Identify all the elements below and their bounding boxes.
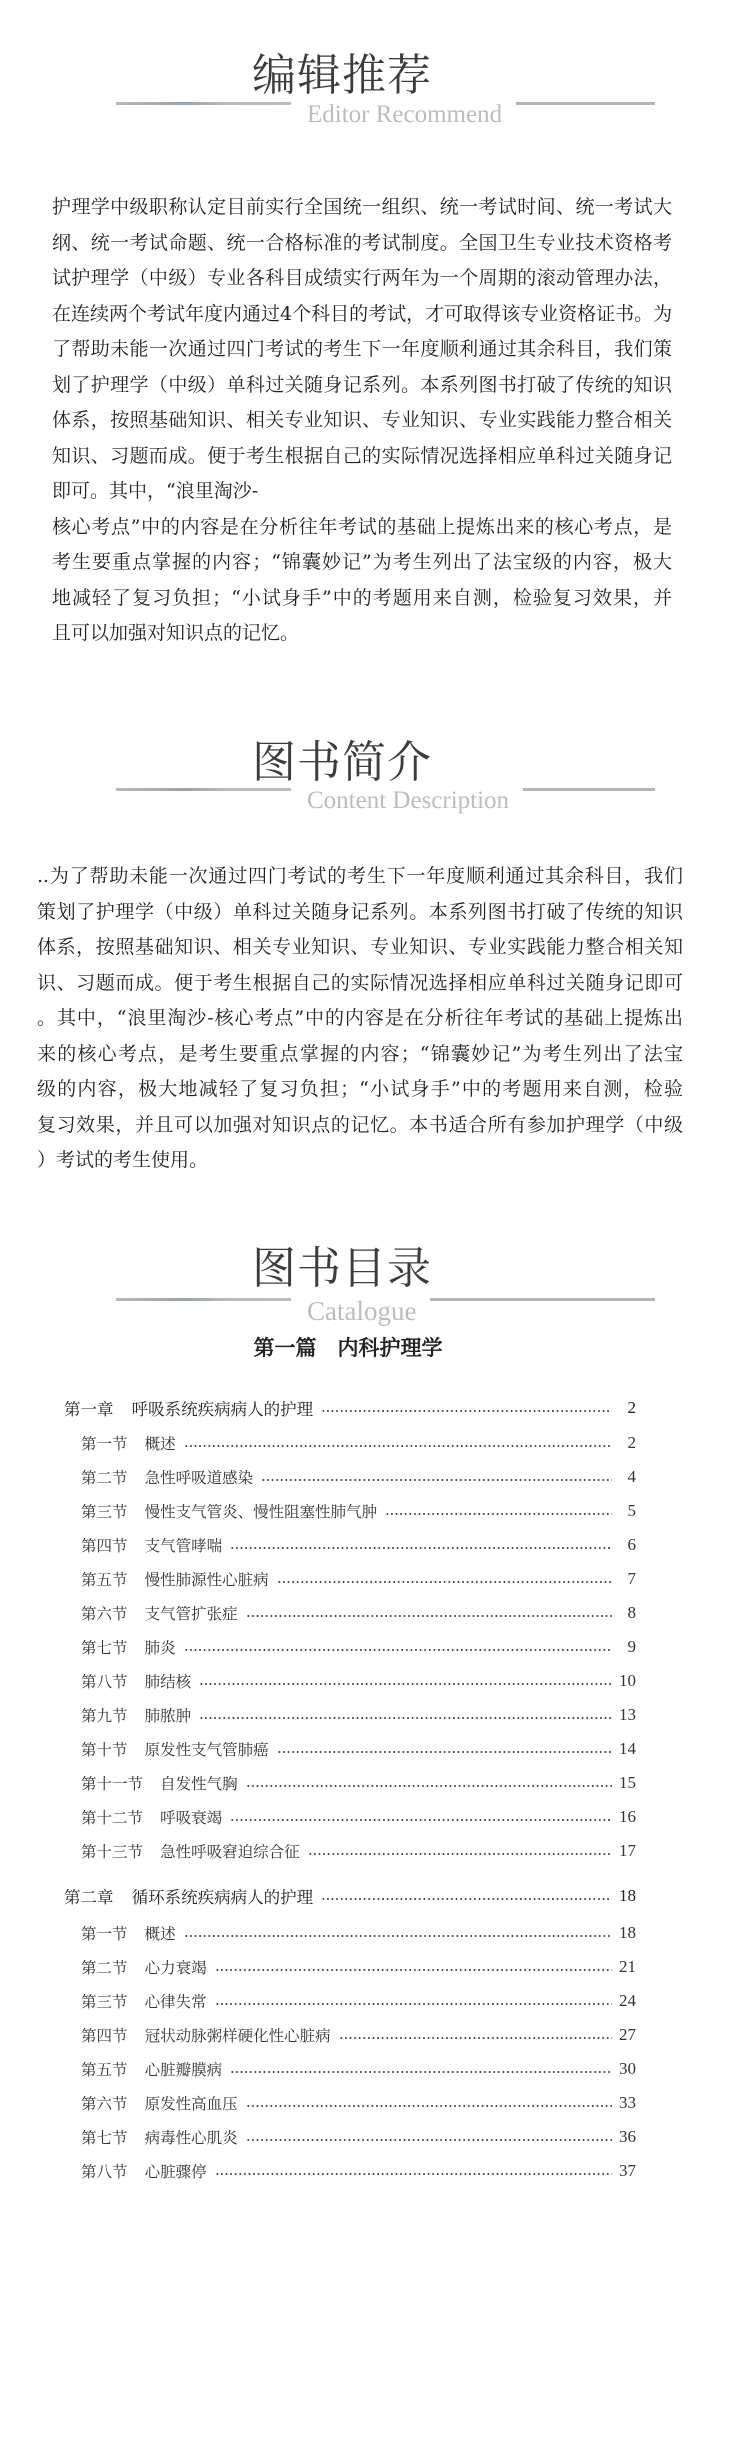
toc-section: [0, 2052, 731, 2086]
page-number: 27: [619, 2025, 636, 2044]
divider-line: [116, 102, 291, 105]
page-number: 16: [619, 1807, 636, 1826]
paragraph-line: 复习效果，并且可以加强对知识点的记忆。本书适合所有参加护理学（中级: [37, 1113, 683, 1136]
section-label: 第三节: [81, 1993, 128, 2011]
section-label: 第二节: [81, 1469, 128, 1487]
section-label: 第六节: [81, 2095, 128, 2113]
page-number: 30: [619, 2059, 636, 2078]
dot-leader: [308, 1852, 612, 1856]
toc-section: [0, 2018, 731, 2052]
page-number: 5: [627, 1501, 636, 1520]
section-title: 心脏瓣膜病: [144, 2061, 223, 2079]
paragraph-line: 核心考点”中的内容是在分析往年考试的基础上提炼出来的核心考点，是: [52, 515, 672, 538]
content-description-text: [37, 859, 683, 1179]
page-number: 2: [627, 1433, 636, 1452]
catalogue-title: 图书目录: [252, 1243, 432, 1294]
paragraph-line: 即可。其中，“浪里淘沙-: [52, 480, 259, 502]
section-label: 第一节: [81, 1925, 128, 1943]
dot-leader: [321, 1897, 612, 1901]
page-number: 33: [619, 2093, 636, 2112]
part-title: 第一篇 内科护理学: [253, 1336, 443, 1360]
editor-recommend-title: 编辑推荐: [252, 50, 432, 101]
editor-recommend-subtitle: Editor Recommend: [307, 101, 503, 128]
page-number: 13: [619, 1705, 636, 1724]
dot-leader: [246, 2138, 612, 2142]
divider-line: [523, 788, 655, 791]
paragraph-line: 。其中，“浪里淘沙-核心考点”中的内容是在分析往年考试的基础上提炼出: [37, 1007, 683, 1029]
dot-leader: [184, 1648, 612, 1652]
section-title: 肺结核: [144, 1673, 192, 1691]
page-number: 37: [619, 2161, 636, 2180]
toc-section: [0, 1426, 731, 1460]
toc-section: [0, 1800, 731, 1834]
divider-line: [430, 1298, 655, 1301]
section-title: 肺炎: [144, 1639, 176, 1657]
section-title: 急性呼吸道感染: [144, 1469, 254, 1487]
paragraph-line: 地减轻了复习负担；“小试身手”中的考题用来自测，检验复习效果，并: [52, 586, 672, 609]
toc-section: [0, 1460, 731, 1494]
paragraph-line: 策划了护理学（中级）单科过关随身记系列。本系列图书打破了传统的知识: [37, 900, 683, 923]
page-number: 4: [627, 1467, 636, 1486]
dot-leader: [339, 2036, 612, 2040]
catalogue-rule: [116, 1298, 655, 1332]
page-number: 7: [627, 1569, 636, 1588]
section-title: 原发性支气管肺癌: [144, 1741, 269, 1759]
section-label: 第五节: [81, 2061, 128, 2079]
toc-section: [0, 2120, 731, 2154]
page-number: 8: [627, 1603, 636, 1622]
page-number: 15: [619, 1773, 636, 1792]
dot-leader: [184, 1444, 612, 1448]
dot-leader: [215, 2172, 612, 2176]
section-title: 心律失常: [144, 1993, 207, 2011]
section-label: 第八节: [81, 1673, 128, 1691]
section-label: 第四节: [81, 1537, 128, 1555]
divider-line: [116, 788, 291, 791]
section-label: 第七节: [81, 1639, 128, 1657]
toc-chapter: [0, 1876, 731, 1916]
paragraph-line: 了帮助未能一次通过四门考试的考生下一年度顺利通过其余科目，我们策: [52, 338, 672, 360]
divider-line: [516, 102, 655, 105]
section-title: 冠状动脉粥样硬化性心脏病: [144, 2027, 331, 2045]
section-label: 第一节: [81, 1435, 128, 1453]
dot-leader: [230, 1818, 612, 1822]
catalogue-subtitle: Catalogue: [307, 1296, 417, 1326]
paragraph-line: 护理学中级职称认定目前实行全国统一组织、统一考试时间、统一考试大: [52, 196, 672, 218]
dot-leader: [215, 2002, 612, 2006]
paragraph-line: 来的核心考点，是考生要重点掌握的内容；“锦囊妙记”为考生列出了法宝: [37, 1042, 683, 1065]
page-number: 36: [619, 2127, 636, 2146]
table-of-contents: [0, 1390, 731, 2188]
toc-chapter: [0, 1390, 731, 1426]
section-label: 第三节: [81, 1503, 128, 1521]
page-number: 17: [619, 1841, 636, 1860]
section-title: 肺脓肿: [144, 1707, 192, 1725]
section-title: 慢性支气管炎、慢性阻塞性肺气肿: [144, 1503, 378, 1521]
paragraph-line: 且可以加强对知识点的记忆。: [52, 622, 300, 644]
section-title: 支气管哮喘: [144, 1537, 223, 1555]
paragraph-line: 划了护理学（中级）单科过关随身记系列。本系列图书打破了传统的知识: [52, 373, 672, 396]
dot-leader: [199, 1716, 612, 1720]
chapter-title: 呼吸系统疾病病人的护理: [131, 1400, 314, 1419]
paragraph-line: 在连续两个考试年度内通过4个科目的考试，才可取得该专业资格证书。为: [52, 302, 673, 325]
page-number: 2: [627, 1398, 636, 1417]
section-label: 第六节: [81, 1605, 128, 1623]
dot-leader: [199, 1682, 612, 1686]
dot-leader: [246, 1784, 612, 1788]
section-label: 第七节: [81, 2129, 128, 2147]
section-title: 心力衰竭: [144, 1959, 207, 1977]
toc-section: [0, 1596, 731, 1630]
chapter-label: 第二章: [64, 1888, 114, 1907]
section-label: 第二节: [81, 1959, 128, 1977]
chapter-title: 循环系统疾病病人的护理: [131, 1888, 314, 1907]
page-number: 9: [627, 1637, 636, 1656]
toc-section: [0, 1562, 731, 1596]
dot-leader: [246, 1614, 612, 1618]
paragraph-line: ）考试的考生使用。: [37, 1149, 209, 1171]
section-title: 慢性肺源性心脏病: [144, 1571, 269, 1589]
section-title: 自发性气胸: [160, 1775, 238, 1793]
section-label: 第八节: [81, 2163, 128, 2181]
dot-leader: [321, 1409, 612, 1413]
paragraph-line: 识、习题而成。便于考生根据自己的实际情况选择相应单科过关随身记即可: [37, 971, 683, 994]
page-number: 18: [619, 1923, 636, 1942]
paragraph-line: 试护理学（中级）专业各科目成绩实行两年为一个周期的滚动管理办法，: [52, 267, 672, 289]
page-number: 24: [619, 1991, 636, 2010]
toc-section: [0, 1630, 731, 1664]
dot-leader: [230, 2070, 612, 2074]
section-label: 第十节: [81, 1741, 128, 1759]
page-number: 18: [619, 1886, 636, 1905]
page-number: 14: [619, 1739, 636, 1758]
dot-leader: [261, 1478, 612, 1482]
section-title: 概述: [144, 1925, 176, 1943]
content-description-rule: [116, 788, 655, 822]
content-description-title: 图书简介: [252, 737, 432, 788]
dot-leader: [385, 1512, 612, 1516]
dot-leader: [230, 1546, 612, 1550]
content-description-subtitle: Content Description: [307, 787, 510, 814]
section-title: 急性呼吸窘迫综合征: [160, 1843, 300, 1861]
page-number: 21: [619, 1957, 636, 1976]
dot-leader: [184, 1934, 612, 1938]
section-title: 概述: [144, 1435, 176, 1453]
toc-section: [0, 1984, 731, 2018]
section-title: 原发性高血压: [144, 2095, 238, 2113]
dot-leader: [215, 1968, 612, 1972]
toc-section: [0, 1950, 731, 1984]
section-label: 第十三节: [81, 1843, 144, 1861]
divider-line: [116, 1298, 291, 1301]
paragraph-line: ..为了帮助未能一次通过四门考试的考生下一年度顺利通过其余科目，我们: [37, 865, 683, 887]
dot-leader: [277, 1750, 612, 1754]
toc-section: [0, 1732, 731, 1766]
toc-section: [0, 1916, 731, 1950]
paragraph-line: 考生要重点掌握的内容；“锦囊妙记”为考生列出了法宝级的内容，极大: [52, 551, 672, 573]
page-number: 6: [627, 1535, 636, 1554]
paragraph-line: 体系，按照基础知识、相关专业知识、专业知识、专业实践能力整合相关知: [37, 936, 683, 958]
section-label: 第十二节: [81, 1809, 144, 1827]
section-title: 呼吸衰竭: [160, 1809, 223, 1827]
toc-section: [0, 1766, 731, 1800]
editor-recommend-rule: [116, 102, 655, 136]
section-label: 第四节: [81, 2027, 128, 2045]
toc-section: [0, 1664, 731, 1698]
toc-section: [0, 1528, 731, 1562]
toc-section: [0, 2086, 731, 2120]
page-number: 10: [619, 1671, 636, 1690]
toc-section: [0, 2154, 731, 2188]
toc-section: [0, 1698, 731, 1732]
paragraph-line: 知识、习题而成。便于考生根据自己的实际情况选择相应单科过关随身记: [52, 444, 672, 467]
section-title: 病毒性心肌炎: [144, 2129, 238, 2147]
editor-recommend-text: [52, 190, 672, 652]
section-title: 心脏骤停: [144, 2163, 207, 2181]
section-label: 第十一节: [81, 1775, 144, 1793]
section-title: 支气管扩张症: [144, 1605, 238, 1623]
paragraph-line: 体系，按照基础知识、相关专业知识、专业知识、专业实践能力整合相关: [52, 409, 672, 431]
toc-section: [0, 1494, 731, 1528]
dot-leader: [277, 1580, 612, 1584]
paragraph-line: 级的内容，极大地减轻了复习负担；“小试身手”中的考题用来自测，检验: [37, 1078, 683, 1100]
chapter-label: 第一章: [64, 1400, 114, 1419]
toc-section: [0, 1834, 731, 1868]
paragraph-line: 纲、统一考试命题、统一合格标准的考试制度。全国卫生专业技术资格考: [52, 231, 672, 254]
section-label: 第九节: [81, 1707, 128, 1725]
section-label: 第五节: [81, 1571, 128, 1589]
dot-leader: [246, 2104, 612, 2108]
